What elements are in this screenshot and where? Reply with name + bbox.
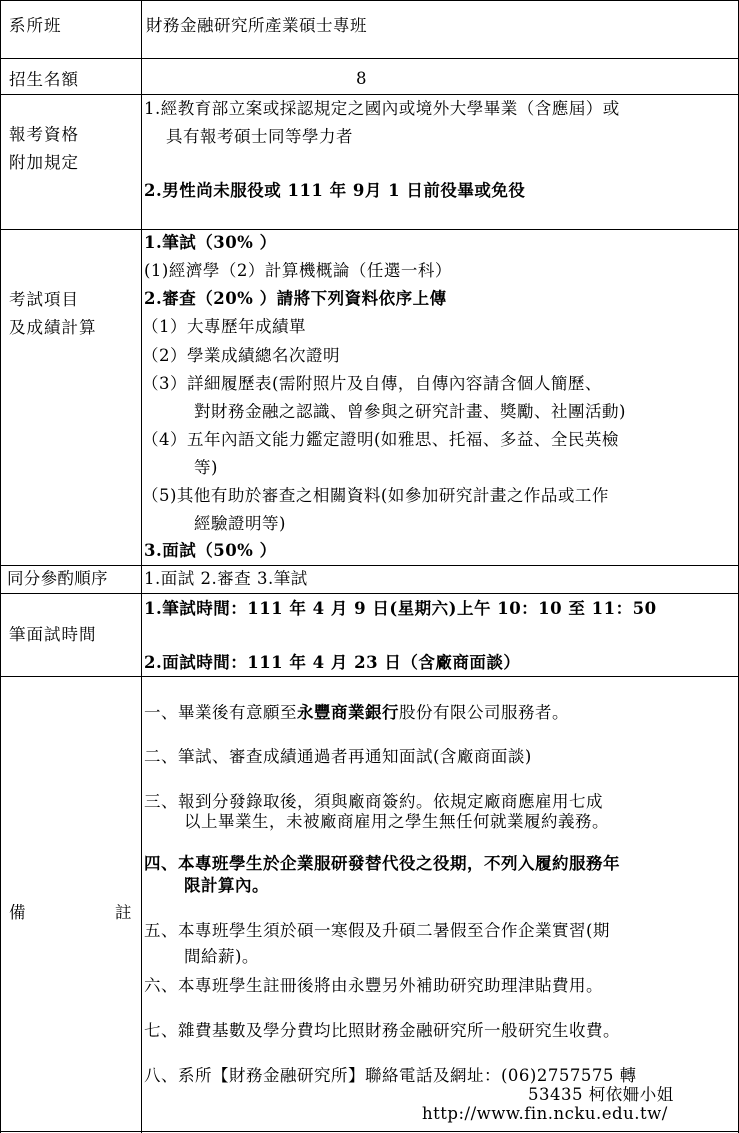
exam-written-title: 1.筆試（30% ） bbox=[144, 233, 277, 252]
rule-2 bbox=[0, 94, 739, 95]
exam-review-5-line2: 經驗證明等) bbox=[194, 514, 286, 533]
remarks-note-6: 六、本專班學生註冊後將由永豐另外補助研究助理津貼費用。 bbox=[144, 976, 603, 995]
rule-6 bbox=[0, 676, 739, 677]
eligibility-item1-line1: 1.經教育部立案或採認規定之國內或境外大學畢業（含應屆）或 bbox=[144, 99, 620, 118]
remarks-note-1-pre: 一、畢業後有意願至 bbox=[144, 703, 297, 722]
department-value-cell bbox=[142, 0, 739, 58]
quota-value-cell bbox=[142, 58, 739, 94]
exam-review-5-line1: （5)其他有助於審查之相關資料(如參加研究計畫之作品或工作 bbox=[142, 486, 609, 505]
department-label-cell bbox=[0, 0, 142, 58]
tiebreak-value-cell bbox=[142, 565, 739, 593]
rule-1 bbox=[0, 58, 739, 59]
schedule-label-cell bbox=[0, 593, 142, 676]
row-exam bbox=[0, 229, 739, 565]
exam-written-subjects: (1)經濟學（2）計算機概論（任選一科） bbox=[144, 261, 452, 280]
rule-bottom bbox=[0, 1131, 739, 1132]
row-tiebreak bbox=[0, 565, 739, 593]
exam-review-4-line2: 等) bbox=[194, 458, 218, 477]
remarks-value-cell bbox=[142, 676, 739, 1133]
schedule-interview: 2.面試時間：111 年 4 月 23 日（含廠商面談） bbox=[144, 653, 521, 672]
row-remarks bbox=[0, 676, 739, 1133]
row-quota bbox=[0, 58, 739, 94]
exam-interview-title: 3.面試（50% ） bbox=[144, 541, 277, 560]
exam-review-3-line1: （3）詳細履歷表(需附照片及自傳，自傳內容請含個人簡歷、 bbox=[142, 374, 602, 393]
eligibility-item1-line2: 具有報考碩士同等學力者 bbox=[166, 127, 353, 146]
remarks-note-8-url[interactable]: http://www.fin.ncku.edu.tw/ bbox=[422, 1104, 668, 1123]
exam-review-3-line2: 對財務金融之認識、曾參與之研究計畫、獎勵、社團活動) bbox=[194, 402, 626, 421]
rule-4 bbox=[0, 565, 739, 566]
remarks-note-8-line2: 53435 柯依姍小姐 bbox=[528, 1085, 674, 1104]
remarks-note-4-line2: 限計算內。 bbox=[184, 876, 269, 895]
quota-value: 8 bbox=[356, 69, 367, 88]
rule-top bbox=[0, 0, 739, 1]
row-schedule bbox=[0, 593, 739, 676]
exam-review-1: （1）大專歷年成績單 bbox=[142, 317, 306, 336]
remarks-note-8-line1: 八、系所【財務金融研究所】聯絡電話及網址：(06)2757575 轉 bbox=[144, 1066, 637, 1085]
exam-review-title: 2.審查（20% ）請將下列資料依序上傳 bbox=[144, 289, 447, 308]
rule-3 bbox=[0, 229, 739, 230]
row-department bbox=[0, 0, 739, 58]
remarks-note-3-line1: 三、報到分發錄取後，須與廠商簽約。依規定廠商應雇用七成 bbox=[144, 792, 603, 811]
remarks-label-right: 註 bbox=[115, 903, 133, 922]
tiebreak-value: 1.面試 2.審查 3.筆試 bbox=[144, 569, 308, 588]
eligibility-label-cell bbox=[0, 94, 142, 229]
schedule-value-cell bbox=[142, 593, 739, 676]
exam-value-cell bbox=[142, 229, 739, 565]
tiebreak-label: 同分參酌順序 bbox=[7, 569, 108, 588]
remarks-note-1-post: 股份有限公司服務者。 bbox=[399, 703, 569, 722]
eligibility-item2: 2.男性尚未服役或 111 年 9月 1 日前役畢或免役 bbox=[144, 181, 526, 200]
remarks-note-4-line1: 四、本專班學生於企業服研發替代役之役期，不列入履約服務年 bbox=[144, 854, 620, 873]
remarks-note-3-line2: 以上畢業生，未被廠商雇用之學生無任何就業履約義務。 bbox=[184, 812, 609, 831]
exam-review-2: （2）學業成績總名次證明 bbox=[142, 346, 340, 365]
exam-review-4-line1: （4）五年內語文能力鑑定證明(如雅思、托福、多益、全民英檢 bbox=[142, 430, 619, 449]
remarks-label-left: 備 bbox=[9, 903, 27, 922]
quota-label: 招生名額 bbox=[9, 70, 79, 89]
eligibility-label-line2: 附加規定 bbox=[9, 153, 79, 172]
exam-label-line1: 考試項目 bbox=[9, 290, 79, 309]
remarks-note-1-bold: 永豐商業銀行 bbox=[297, 703, 399, 722]
row-eligibility bbox=[0, 94, 739, 229]
remarks-note-7: 七、雜費基數及學分費均比照財務金融研究所一般研究生收費。 bbox=[144, 1021, 620, 1040]
remarks-note-1 bbox=[144, 703, 569, 723]
remarks-note-2: 二、筆試、審查成績通過者再通知面試(含廠商面談) bbox=[144, 747, 532, 766]
schedule-written: 1.筆試時間：111 年 4 月 9 日(星期六)上午 10：10 至 11：50 bbox=[144, 599, 657, 618]
department-value: 財務金融研究所產業碩士專班 bbox=[146, 16, 367, 35]
exam-label-cell bbox=[0, 229, 142, 565]
eligibility-value-cell bbox=[142, 94, 739, 229]
remarks-note-5-line1: 五、本專班學生須於碩一寒假及升碩二暑假至合作企業實習(期 bbox=[144, 921, 610, 940]
schedule-label: 筆面試時間 bbox=[9, 625, 97, 644]
remarks-label-cell bbox=[0, 676, 142, 1133]
eligibility-label-line1: 報考資格 bbox=[9, 125, 79, 144]
exam-label-line2: 及成績計算 bbox=[9, 318, 97, 337]
tiebreak-label-cell bbox=[0, 565, 142, 593]
quota-label-cell bbox=[0, 58, 142, 94]
remarks-note-5-line2: 間給薪)。 bbox=[184, 947, 259, 966]
rule-5 bbox=[0, 593, 739, 594]
department-label: 系所班 bbox=[9, 16, 62, 35]
